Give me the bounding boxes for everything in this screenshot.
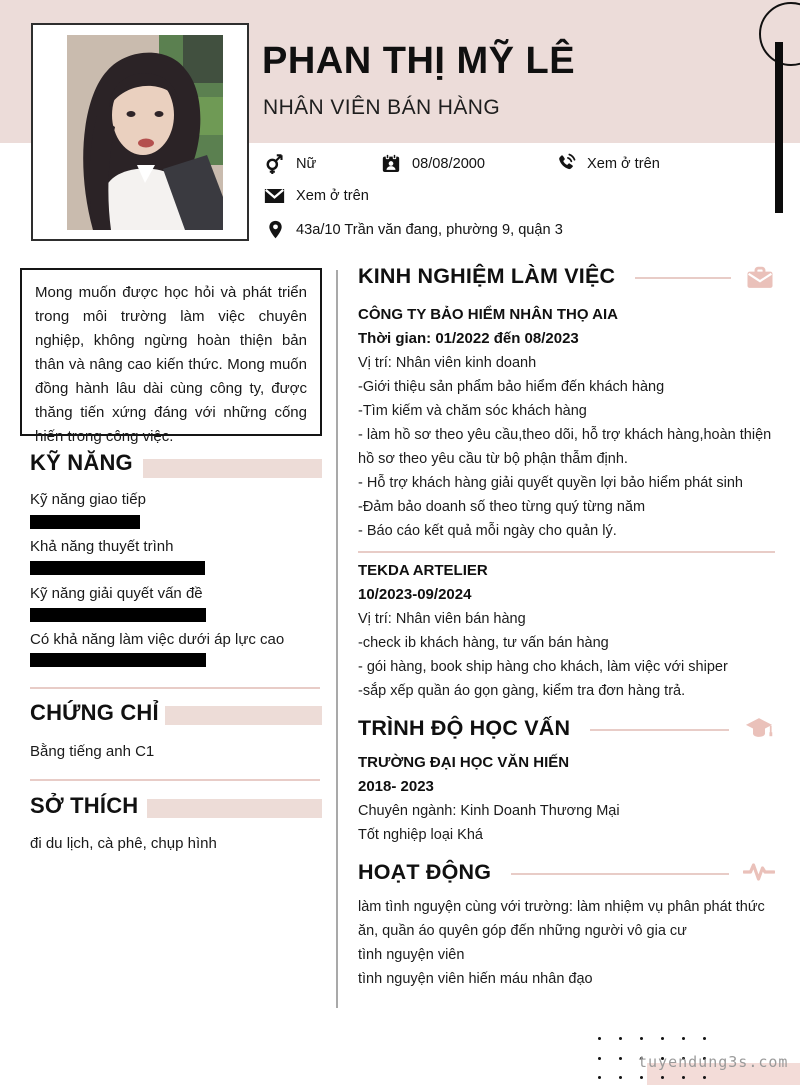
activities-heading-row: [358, 859, 775, 885]
email-value: Xem ở trên: [296, 188, 369, 204]
profile-photo: [67, 35, 223, 230]
experience-heading-row: [358, 263, 775, 289]
activity-line: làm tình nguyện cùng với trường: làm nhiệm vụ phân phát thức ăn, quần áo quyên góp đến những người vô gia cư: [358, 899, 765, 939]
job-line: - làm hồ sơ theo yêu cầu,theo dõi, hỗ trợ khách hàng,hoàn thiện hồ sơ theo yêu cầu từ bộ phận thẫm định.: [358, 427, 772, 467]
activity-line: tình nguyện viên hiến máu nhân đạo: [358, 971, 593, 987]
contact-phone: [555, 153, 660, 174]
envelope-icon: [264, 188, 285, 204]
experience-section: [358, 263, 775, 703]
objective-text: Mong muốn được học hỏi và phát triển trong môi trường làm việc chuyên nghiệp, không ngừng hoàn thiện bản thân và nâng cao kiến thức. Mong muốn đồng hành lâu dài cùng công ty, được thăng tiến xứng đáng với những cống hiến trong công việc.: [35, 284, 307, 445]
job-line: Vị trí: Nhân viên kinh doanh: [358, 355, 537, 371]
job-line: Vị trí: Nhân viên bán hàng: [358, 611, 526, 627]
job-divider: [358, 551, 775, 553]
hobby-item: đi du lịch, cà phê, chụp hình: [30, 835, 217, 852]
job-line: -Tìm kiếm và chăm sóc khách hàng: [358, 403, 587, 419]
left-divider: [30, 779, 320, 781]
certificates-heading-accent: [165, 706, 322, 725]
activities-section: [358, 859, 775, 991]
activities-heading: HOẠT ĐỘNG: [358, 859, 492, 884]
education-line: Chuyên ngành: Kinh Doanh Thương Mại: [358, 803, 620, 819]
education-line: Tốt nghiệp loại Khá: [358, 827, 483, 843]
contact-dob: [381, 153, 485, 174]
skill-bar: [30, 515, 140, 529]
location-pin-icon: [266, 219, 285, 241]
certificates-heading: CHỨNG CHỈ: [30, 700, 159, 725]
education-period: 2018- 2023: [358, 778, 434, 795]
job-company: CÔNG TY BẢO HIỂM NHÂN THỌ AIA: [358, 306, 619, 323]
job-line: - Báo cáo kết quả mỗi ngày cho quản lý.: [358, 523, 617, 539]
graduation-cap-icon: [743, 716, 775, 741]
skills-heading: KỸ NĂNG: [30, 450, 133, 475]
left-divider: [30, 687, 320, 689]
heading-rule: [635, 277, 731, 279]
skill-label: Có khả năng làm việc dưới áp lực cao: [30, 631, 285, 648]
education-school: TRƯỜNG ĐẠI HỌC VĂN HIẾN: [358, 754, 570, 771]
education-heading-row: [358, 715, 775, 741]
job-line: -Giới thiệu sản phẩm bảo hiểm đến khách hàng: [358, 379, 665, 395]
gender-value: Nữ: [296, 155, 317, 172]
skill-label: Kỹ năng giao tiếp: [30, 491, 146, 508]
skill-bar: [30, 561, 205, 575]
job-entry: [358, 559, 775, 703]
contact-address: [266, 219, 563, 241]
objective-box: [20, 268, 322, 445]
contact-gender: [264, 152, 316, 175]
briefcase-icon: [745, 264, 775, 289]
job-company: TEKDA ARTELIER: [358, 562, 488, 579]
activity-line: tình nguyện viên: [358, 947, 465, 963]
certificate-item: Bằng tiếng anh C1: [30, 743, 155, 760]
heading-rule: [590, 729, 729, 731]
hobbies-heading: SỞ THÍCH: [30, 793, 139, 818]
job-period: 10/2023-09/2024: [358, 586, 472, 603]
dob-value: 08/08/2000: [412, 155, 486, 172]
job-line: -Đảm bảo doanh số theo từng quý từng năm: [358, 499, 646, 515]
education-heading: TRÌNH ĐỘ HỌC VẤN: [358, 715, 571, 740]
address-value: 43a/10 Trần văn đang, phường 9, quận 3: [296, 222, 563, 238]
job-entry: [358, 303, 775, 543]
column-divider: [336, 270, 338, 1008]
candidate-name: PHAN THỊ MỸ LÊ: [262, 40, 576, 82]
skills-heading-accent: [143, 459, 322, 478]
right-column: [358, 263, 775, 991]
calendar-icon: [381, 153, 401, 174]
phone-value: Xem ở trên: [587, 155, 660, 172]
phone-icon: [555, 153, 576, 174]
vertical-bar-decoration: [775, 42, 783, 213]
contact-email: [264, 188, 369, 204]
gender-icon: [264, 152, 285, 175]
skill-label: Khả năng thuyết trình: [30, 538, 174, 555]
job-line: -check ib khách hàng, tư vấn bán hàng: [358, 635, 609, 651]
education-section: [358, 715, 775, 847]
skill-bar: [30, 653, 206, 667]
skill-label: Kỹ năng giải quyết vấn đề: [30, 585, 203, 602]
pulse-icon: [743, 861, 775, 883]
heading-rule: [511, 873, 729, 875]
job-period: Thời gian: 01/2022 đến 08/2023: [358, 330, 579, 347]
job-line: - Hỗ trợ khách hàng giải quyết quyền lợi bảo hiểm phát sinh: [358, 475, 743, 491]
candidate-job-title: NHÂN VIÊN BÁN HÀNG: [263, 96, 501, 119]
watermark-text: tuyendung3s.com: [638, 1053, 789, 1071]
job-line: -sắp xếp quần áo gọn gàng, kiểm tra đơn hàng trả.: [358, 683, 686, 699]
profile-photo-frame: [31, 23, 249, 241]
experience-heading: KINH NGHIỆM LÀM VIỆC: [358, 263, 616, 288]
skill-bar: [30, 608, 206, 622]
job-line: - gói hàng, book ship hàng cho khách, làm việc với shiper: [358, 659, 728, 675]
hobbies-heading-accent: [147, 799, 322, 818]
